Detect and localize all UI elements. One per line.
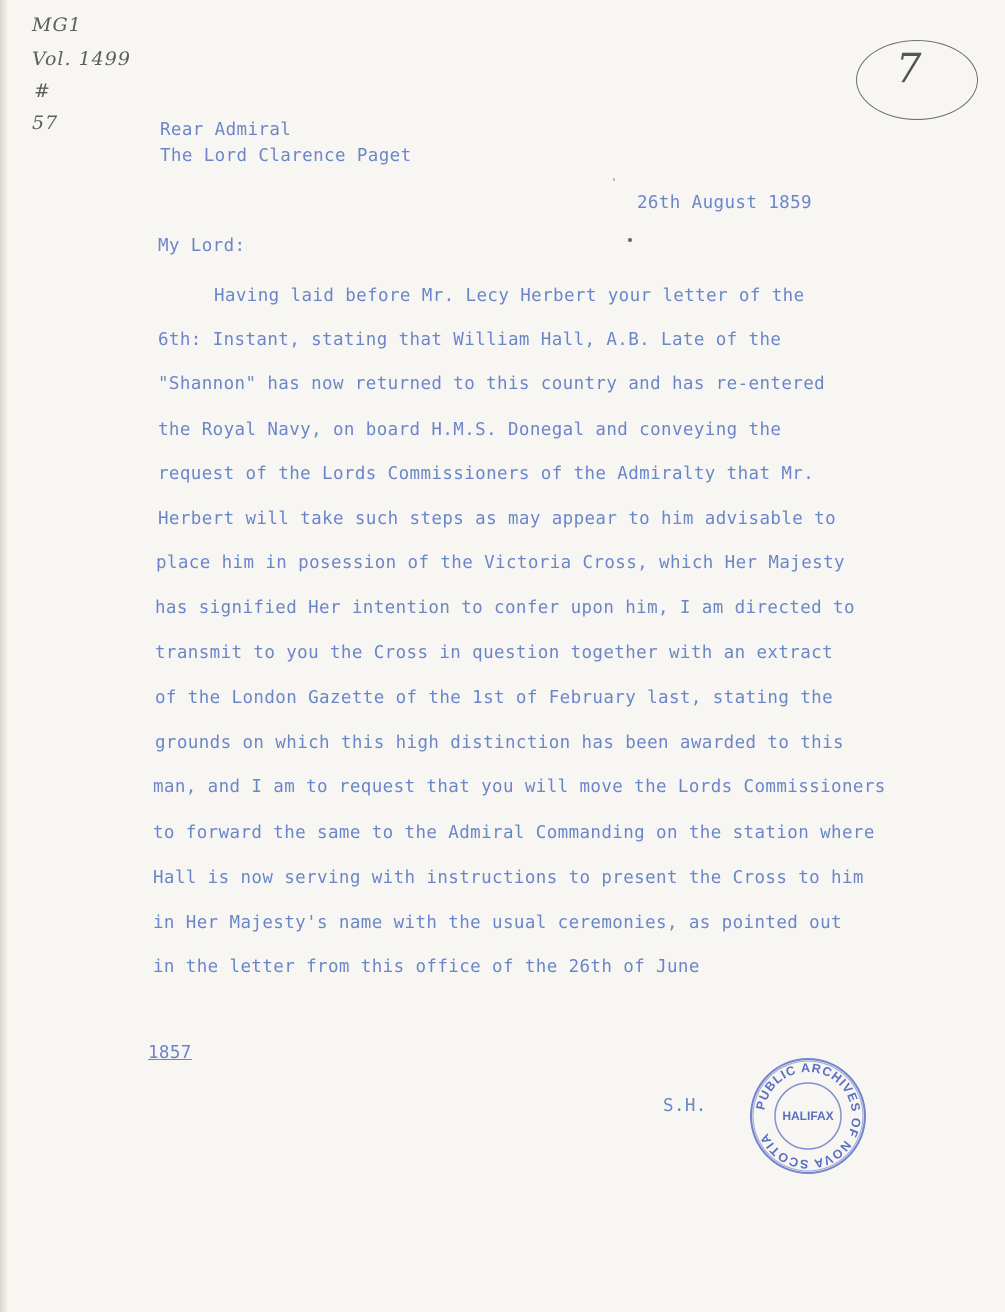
archival-note-hash: #: [34, 80, 51, 102]
body-line: transmit to you the Cross in question together with an extract: [155, 643, 834, 663]
addressee-title: Rear Admiral: [160, 120, 292, 140]
body-line: of the London Gazette of the 1st of February last, stating the: [155, 688, 834, 708]
archival-note-collection: MG1: [32, 14, 82, 36]
page-edge-shadow: [0, 0, 8, 1312]
salutation: My Lord:: [158, 236, 246, 256]
archive-stamp: [748, 1056, 868, 1176]
archival-note-volume: Vol. 1499: [32, 48, 131, 70]
signature-initials: S.H.: [663, 1096, 707, 1116]
body-line: Herbert will take such steps as may appear to him advisable to: [158, 509, 837, 529]
body-line: place him in posession of the Victoria Cross, which Her Majesty: [156, 553, 845, 573]
body-line: the Royal Navy, on board H.M.S. Donegal and conveying the: [158, 420, 782, 440]
body-line: to forward the same to the Admiral Commanding on the station where: [153, 823, 875, 843]
stamp-seal-graphic: [748, 1056, 868, 1176]
body-line: Hall is now serving with instructions to present the Cross to him: [153, 868, 864, 888]
ink-speck: [628, 238, 632, 242]
svg-text:PUBLIC ARCHIVES OF NOVA SCOTIA: PUBLIC ARCHIVES OF NOVA SCOTIA: [753, 1060, 864, 1172]
body-line: request of the Lords Commissioners of the Admiralty that Mr.: [158, 464, 815, 484]
year-note: 1857: [148, 1043, 192, 1063]
body-line: "Shannon" has now returned to this country and has re-entered: [158, 374, 826, 394]
letter-date: 26th August 1859: [637, 193, 812, 213]
addressee-name: The Lord Clarence Paget: [160, 146, 412, 166]
svg-text:HALIFAX: HALIFAX: [782, 1109, 834, 1123]
body-line: grounds on which this high distinction has been awarded to this: [155, 733, 844, 753]
body-line: man, and I am to request that you will move the Lords Commissioners: [153, 777, 886, 797]
body-line: Having laid before Mr. Lecy Herbert your letter of the: [214, 286, 805, 306]
body-line: 6th: Instant, stating that William Hall, A.B. Late of the: [158, 330, 782, 350]
body-line: in the letter from this office of the 26th of June: [153, 957, 700, 977]
archival-note-item: 57: [32, 112, 59, 134]
body-line: has signified Her intention to confer upon him, I am directed to: [155, 598, 855, 618]
ink-speck: [613, 178, 615, 181]
folio-number: 7: [896, 46, 922, 92]
body-line: in Her Majesty's name with the usual ceremonies, as pointed out: [153, 913, 842, 933]
